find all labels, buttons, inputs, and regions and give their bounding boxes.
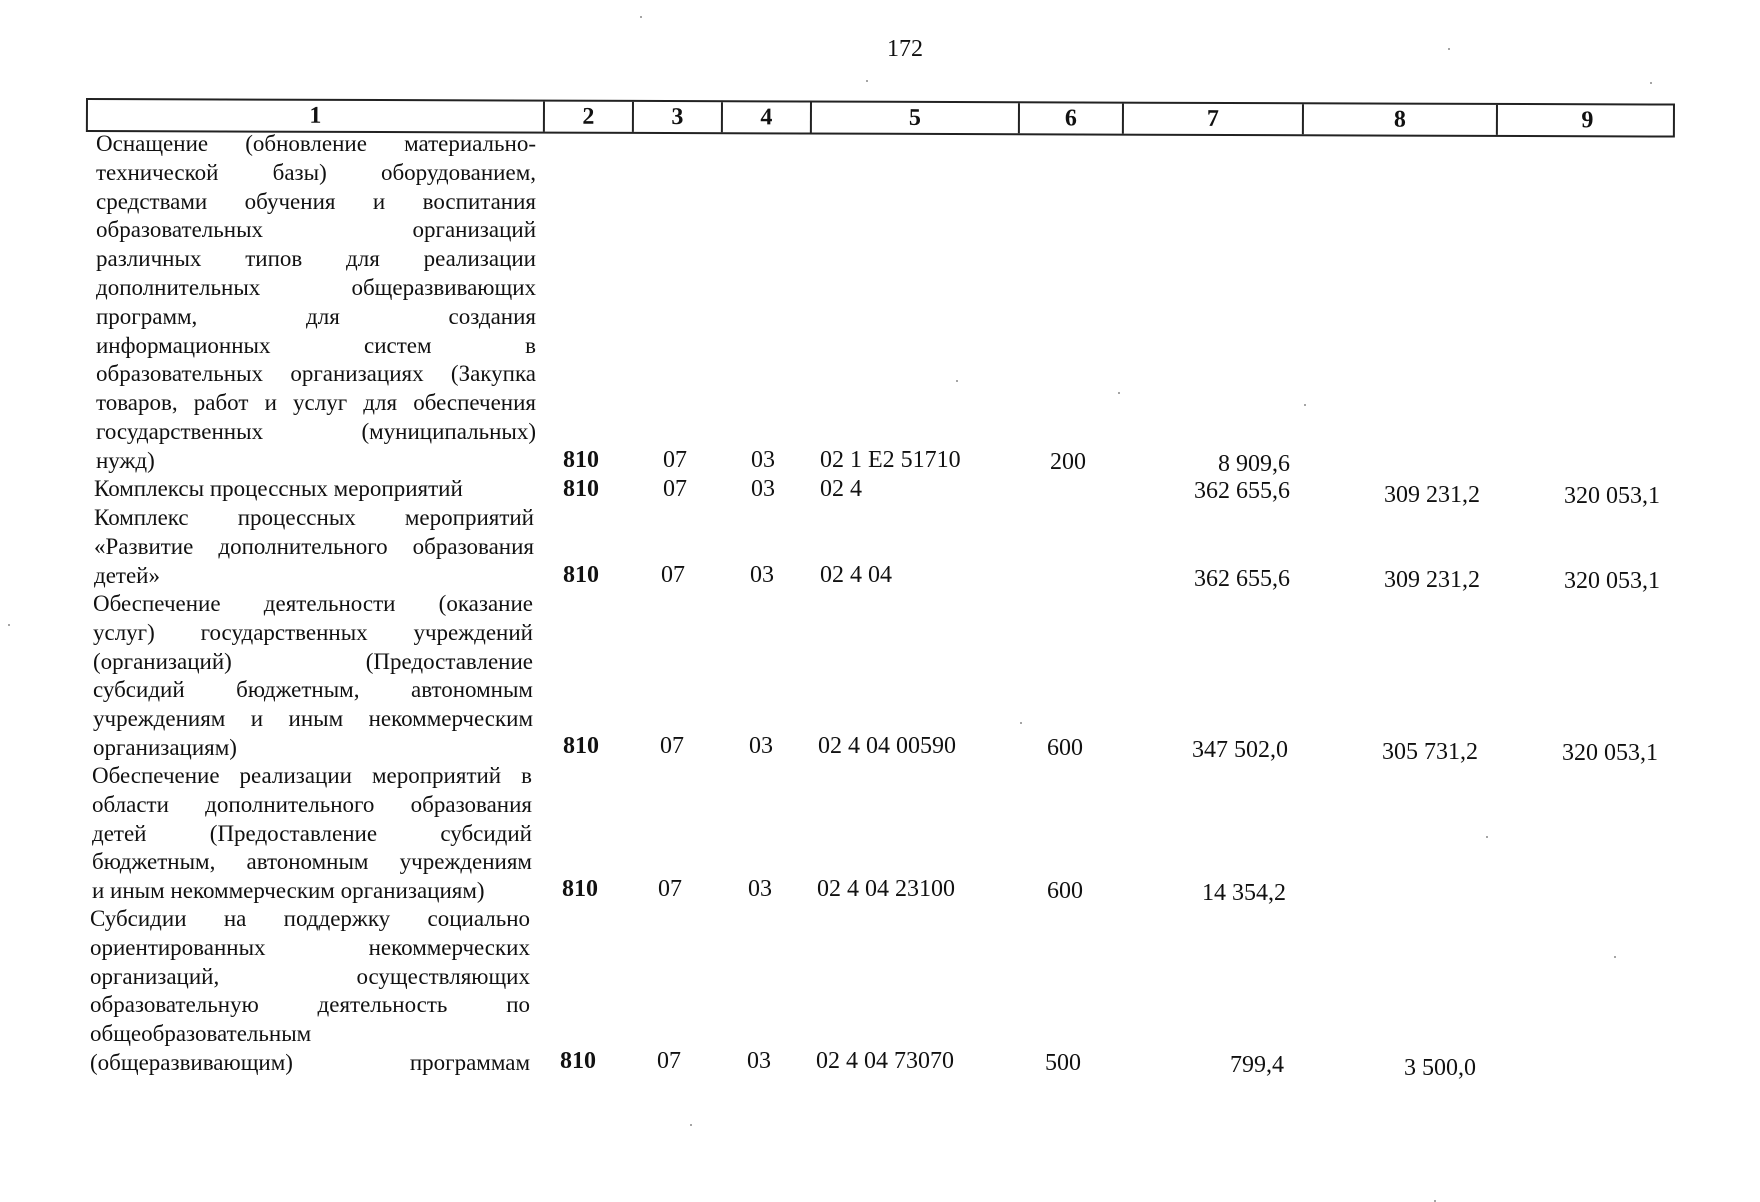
row-5-col-6: 600 — [1047, 878, 1083, 904]
header-col-5: 5 — [812, 103, 1020, 134]
scan-speck — [1118, 392, 1120, 394]
row-4-col-7: 347 502,0 — [1192, 737, 1288, 763]
row-6-name-line: ориентированных некоммерческих — [90, 934, 530, 960]
row-5-col-7: 14 354,2 — [1202, 880, 1286, 906]
row-6-col-6: 500 — [1045, 1050, 1081, 1076]
row-4-col-9: 320 053,1 — [1562, 740, 1658, 766]
row-1-name-line: технической базы) оборудованием, — [96, 159, 536, 185]
header-col-4: 4 — [723, 102, 812, 132]
row-1-col-6: 200 — [1050, 449, 1086, 475]
row-1-col-7: 8 909,6 — [1218, 451, 1290, 477]
scan-speck — [8, 624, 10, 626]
scan-speck — [1650, 82, 1652, 84]
row-5-col-4: 03 — [748, 876, 772, 902]
row-4-col-2: 810 — [563, 733, 599, 759]
row-1-name-line: образовательных организаций — [96, 217, 536, 243]
row-6-name-line: Субсидии на поддержку социально — [90, 906, 530, 931]
row-1-name-line: товаров, работ и услуг для обеспечения — [96, 390, 536, 416]
row-2-col-7: 362 655,6 — [1194, 478, 1290, 504]
row-1-col-2: 810 — [563, 447, 599, 473]
row-4-name-line: субсидий бюджетным, автономным — [93, 677, 533, 703]
row-1-name — [96, 130, 536, 476]
row-3-name-line: Комплекс процессных мероприятий — [94, 505, 534, 530]
row-6-col-3: 07 — [657, 1048, 681, 1074]
row-2-col-8: 309 231,2 — [1384, 482, 1480, 508]
scan-speck — [866, 80, 868, 82]
row-5-name-line: детей (Предоставление субсидий — [92, 820, 532, 846]
row-2-col-5: 02 4 — [820, 476, 862, 502]
header-col-6: 6 — [1020, 103, 1124, 133]
row-1-name-line: дополнительных общеразвивающих — [96, 274, 536, 300]
row-4-col-8: 305 731,2 — [1382, 739, 1478, 765]
row-5-col-3: 07 — [658, 876, 682, 902]
row-2-name-line: Комплексы процессных мероприятий — [94, 476, 463, 501]
header-col-9: 9 — [1581, 107, 1594, 134]
row-3-col-8: 309 231,2 — [1384, 567, 1480, 593]
row-3-name-line: детей» — [94, 562, 160, 588]
scan-speck — [640, 16, 642, 18]
row-4-name-line: Обеспечение деятельности (оказание — [93, 591, 533, 616]
row-6-col-4: 03 — [747, 1048, 771, 1074]
scan-speck — [1020, 722, 1022, 724]
row-3-col-5: 02 4 04 — [820, 562, 892, 588]
row-4-col-4: 03 — [749, 733, 773, 759]
row-6-col-2: 810 — [560, 1048, 596, 1074]
row-5-name-line: и иным некоммерческим организациям) — [92, 878, 485, 904]
row-1-name-line: программ, для создания — [96, 303, 536, 329]
page-number: 172 — [887, 36, 923, 62]
row-1-name-line: различных типов для реализации — [96, 246, 536, 272]
header-col-2: 2 — [545, 102, 634, 132]
row-6-name-line: образовательную деятельность по — [90, 992, 530, 1018]
row-1-name-line: Оснащение (обновление материально- — [96, 131, 536, 156]
row-4-col-3: 07 — [660, 733, 684, 759]
row-6-col-5: 02 4 04 73070 — [816, 1048, 954, 1074]
row-3-col-4: 03 — [750, 562, 774, 588]
row-2-col-4: 03 — [751, 476, 775, 502]
row-1-col-5: 02 1 E2 51710 — [820, 447, 961, 473]
row-4-col-5: 02 4 04 00590 — [818, 733, 956, 759]
header-col-8: 8 — [1304, 104, 1498, 135]
row-3-col-2: 810 — [563, 562, 599, 588]
row-4-col-6: 600 — [1047, 735, 1083, 761]
row-4-name-line: услуг) государственных учреждений — [93, 619, 533, 645]
row-1-name-line: информационных систем в — [96, 332, 536, 358]
row-4-name-line: учреждениям и иным некоммерческим — [93, 706, 533, 732]
row-5-name-line: Обеспечение реализации мероприятий в — [92, 763, 532, 788]
scan-speck — [1304, 404, 1306, 406]
header-col-1: 1 — [88, 100, 545, 132]
row-1-name-line: нужд) — [96, 447, 155, 473]
scan-speck — [956, 380, 958, 382]
row-3-name-line: «Развитие дополнительного образования — [94, 533, 534, 559]
row-5-name-line: области дополнительного образования — [92, 791, 532, 817]
row-4-name — [93, 590, 533, 763]
row-6-name — [90, 905, 530, 1078]
row-3-col-7: 362 655,6 — [1194, 566, 1290, 592]
row-3-name — [94, 504, 534, 590]
header-col-7: 7 — [1124, 104, 1304, 135]
row-2-name — [94, 475, 534, 504]
row-6-col-8: 3 500,0 — [1404, 1055, 1476, 1081]
row-5-name — [92, 762, 532, 906]
row-2-col-9: 320 053,1 — [1564, 483, 1660, 509]
header-col-3: 3 — [634, 102, 723, 132]
row-1-name-line: государственных (муниципальных) — [96, 418, 536, 444]
row-4-name-line: (организаций) (Предоставление — [93, 648, 533, 674]
row-1-name-line: средствами обучения и воспитания — [96, 188, 536, 214]
scan-speck — [1486, 836, 1488, 838]
scan-speck — [1614, 956, 1616, 958]
row-2-col-2: 810 — [563, 476, 599, 502]
row-5-name-line: бюджетным, автономным учреждениям — [92, 849, 532, 875]
row-5-col-5: 02 4 04 23100 — [817, 876, 955, 902]
row-6-name-line: (общеразвивающим) программам — [90, 1049, 530, 1075]
scan-speck — [1448, 48, 1450, 50]
scan-speck — [690, 1124, 692, 1126]
row-1-col-3: 07 — [663, 447, 687, 473]
row-6-col-7: 799,4 — [1230, 1052, 1284, 1078]
row-2-col-3: 07 — [663, 476, 687, 502]
row-3-col-9: 320 053,1 — [1564, 568, 1660, 594]
row-5-col-2: 810 — [562, 876, 598, 902]
row-1-name-line: образовательных организациях (Закупка — [96, 361, 536, 387]
row-1-col-4: 03 — [751, 447, 775, 473]
row-6-name-line: общеобразовательным — [90, 1021, 312, 1047]
row-3-col-3: 07 — [661, 562, 685, 588]
row-6-name-line: организаций, осуществляющих — [90, 963, 530, 989]
row-4-name-line: организациям) — [93, 734, 237, 760]
